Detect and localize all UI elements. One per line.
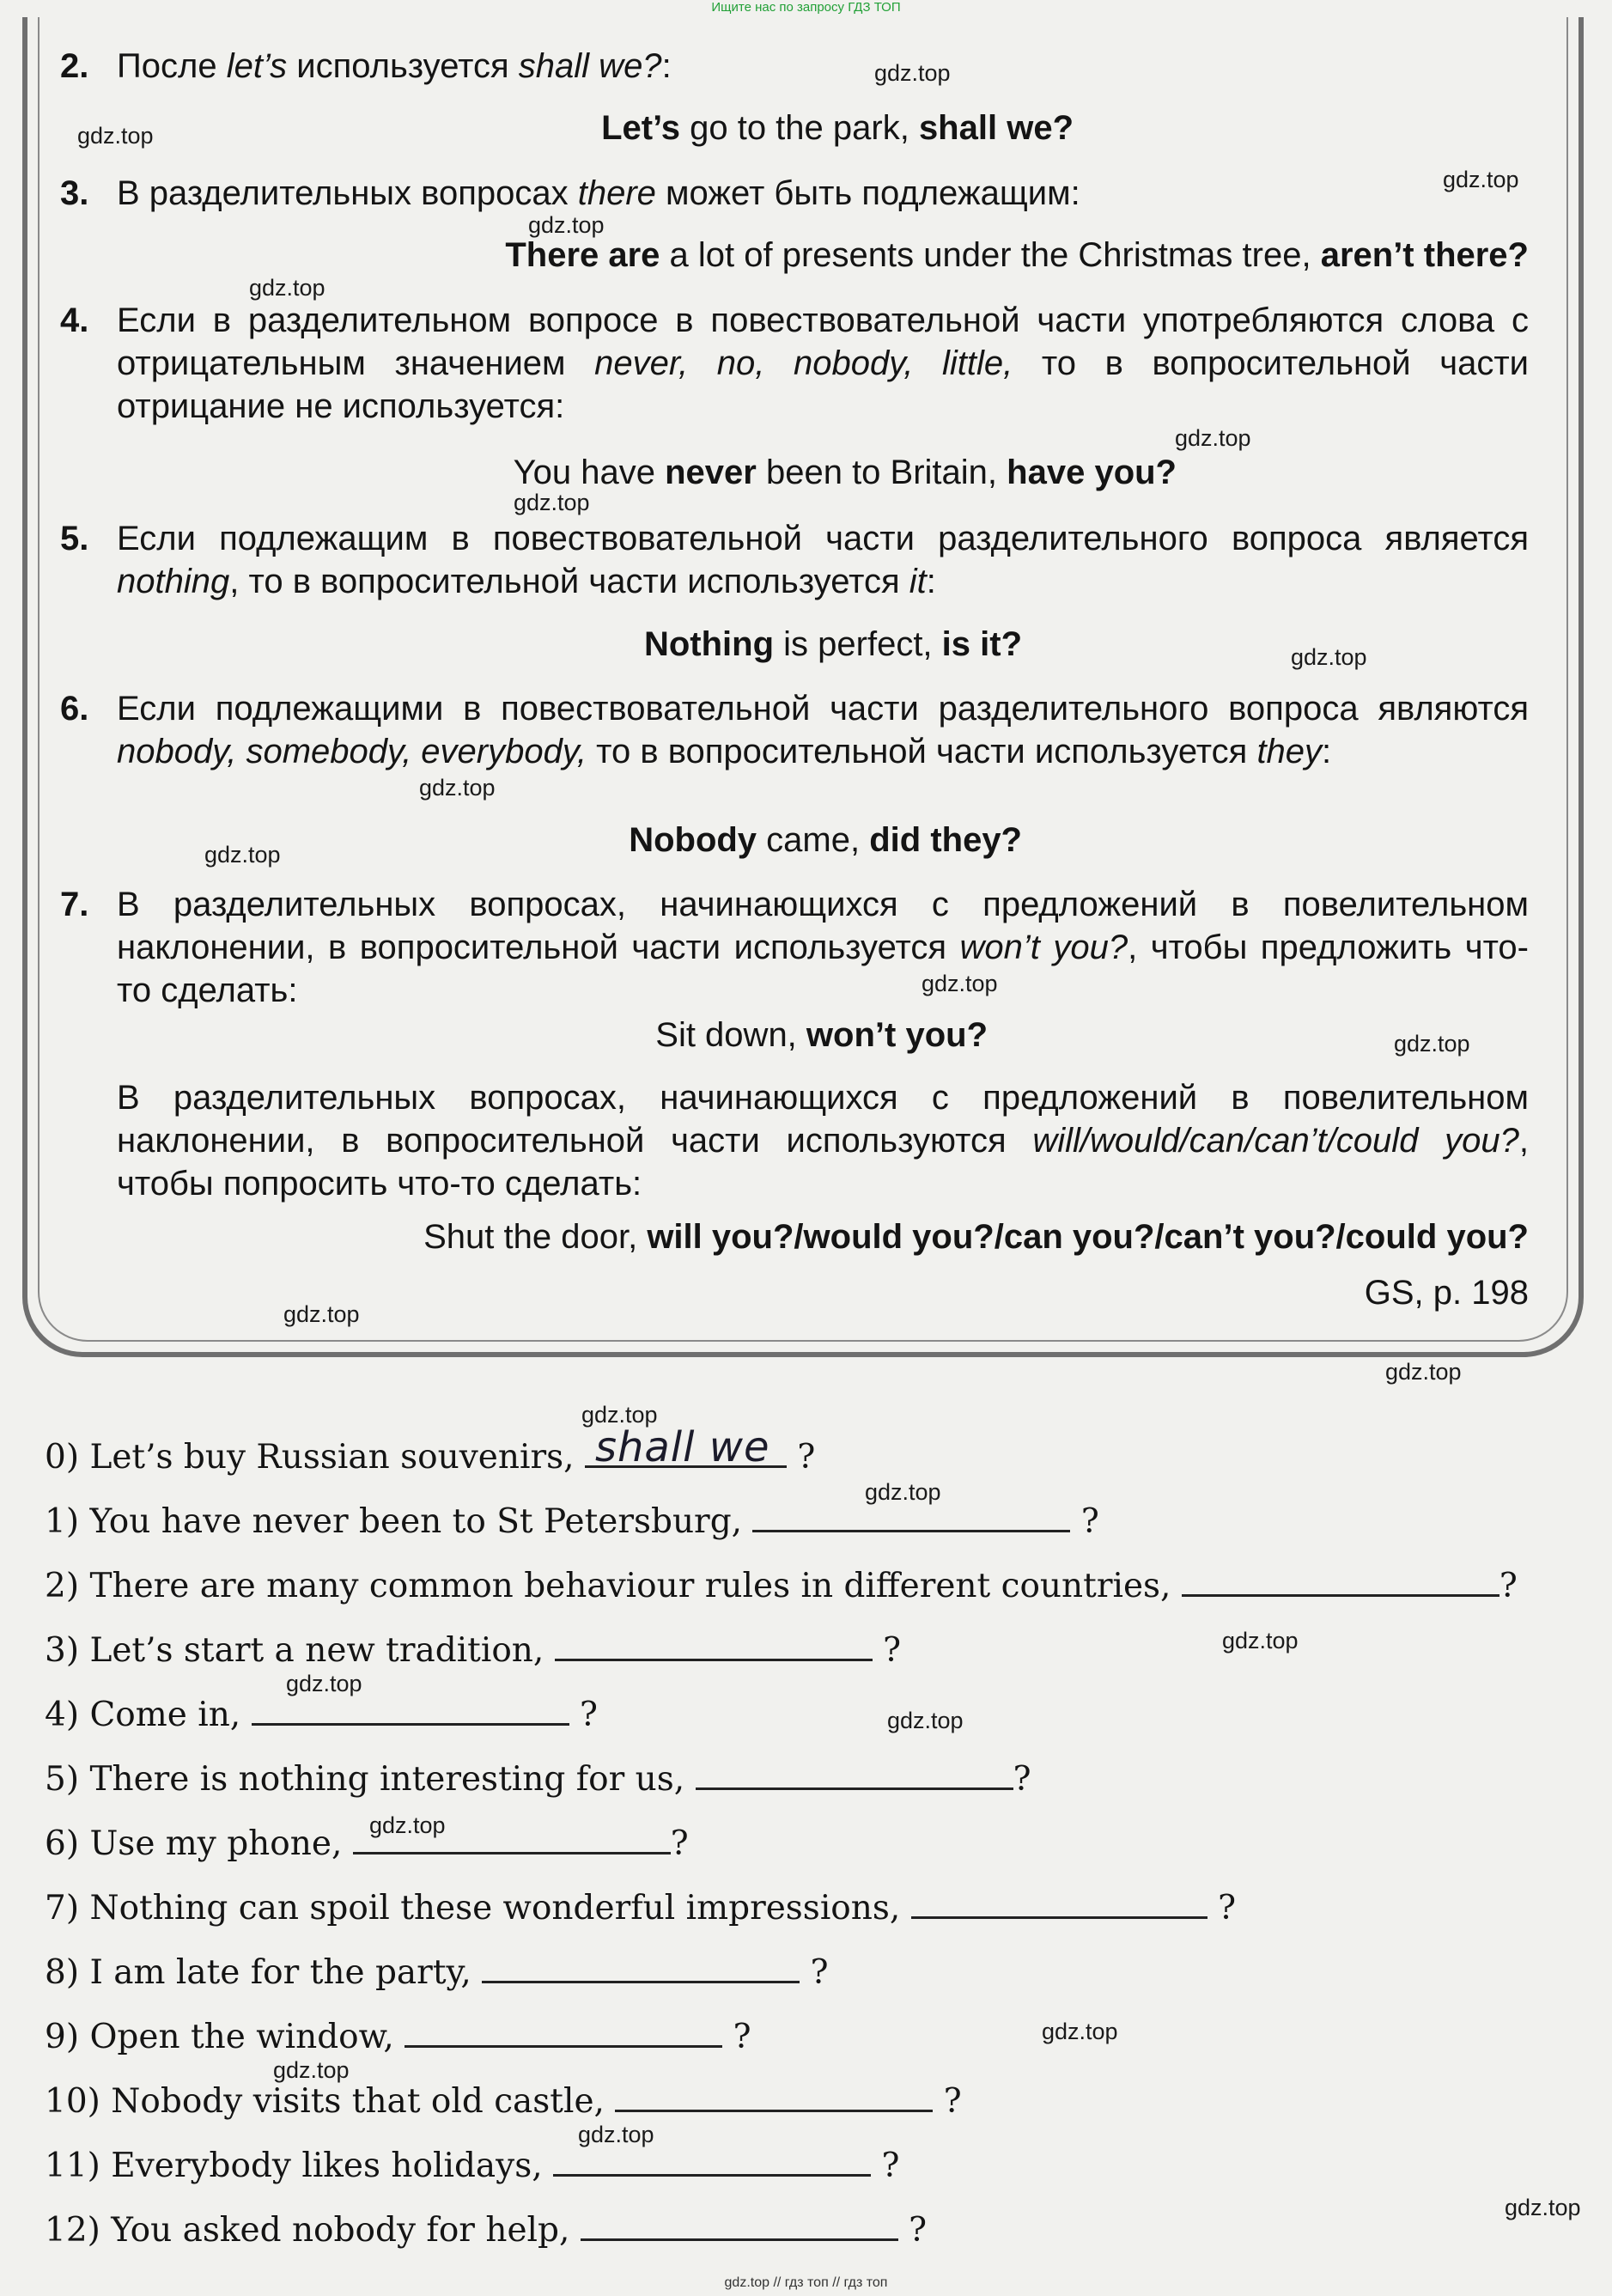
exercise-item-11: 11) Everybody likes holidays, ? — [45, 2141, 1591, 2188]
rule-4: 4. Если в разделительном вопросе в повествовательной части употребляются слова с отрицательным значением never, no, nobody, little, то в вопросительной части отрицание не используется: — [60, 301, 1530, 425]
watermark-text: gdz.top — [1291, 644, 1367, 670]
watermark-text: gdz.top — [874, 60, 951, 86]
watermark-text: gdz.top — [1385, 1359, 1462, 1385]
watermark-text: gdz.top — [273, 2057, 350, 2083]
source-reference: GS, p. 198 — [1364, 1274, 1529, 1312]
exercise-item-8: 8) I am late for the party, ? — [45, 1948, 1591, 1995]
exercise-item-12: 12) You asked nobody for help, ? — [45, 2206, 1591, 2252]
watermark-text: gdz.top — [204, 842, 281, 868]
watermark-text: gdz.top — [1175, 425, 1251, 451]
watermark-text: gdz.top — [887, 1708, 964, 1733]
bottom-banner: gdz.top // гдз топ // гдз топ — [724, 2275, 888, 2290]
rule-3: 3. В разделительных вопросах there может быть подлежащим: — [60, 174, 1080, 212]
answer-field[interactable] — [911, 1884, 1207, 1919]
exercise-item-1: 1) You have never been to St Petersburg, ? — [45, 1497, 1591, 1544]
answer-field[interactable] — [585, 1423, 787, 1471]
rule-2: 2. После let’s используется shall we?: — [60, 45, 1529, 88]
answer-field[interactable] — [555, 1626, 873, 1661]
watermark-text: gdz.top — [514, 490, 590, 515]
rule-4-example: You have never been to Britain, have you? — [513, 454, 1177, 491]
watermark-text: gdz.top — [283, 1301, 360, 1327]
watermark-text: gdz.top — [1443, 167, 1519, 192]
rule-5-example: Nothing is perfect, is it? — [643, 625, 1022, 663]
watermark-text: gdz.top — [419, 775, 496, 801]
rule-6: 6. Если подлежащими в повествовательной части разделительного вопроса являются nobody, somebody, everybody, то в вопросительной части используется they: — [60, 690, 1529, 770]
exercise-item-2: 2) There are many common behaviour rules in different countries, ? — [45, 1562, 1591, 1608]
answer-field[interactable] — [696, 1755, 1013, 1790]
exercise-item-4: 4) Come in, ? — [45, 1690, 1591, 1737]
watermark-text: gdz.top — [1222, 1628, 1299, 1653]
watermark-text: gdz.top — [581, 1402, 658, 1428]
rule-7-paragraph-2: В разделительных вопросах, начинающихся с предложений в повелительном наклонении, в вопросительной части используются will/would/can/can’t/could you?, чтобы попросить что-то сделать: — [117, 1079, 1529, 1203]
watermark-text: gdz.top — [865, 1479, 941, 1505]
exercise-item-7: 7) Nothing can spoil these wonderful impressions, ? — [45, 1884, 1591, 1930]
watermark-text: gdz.top — [77, 123, 154, 149]
rule-number: 2. — [60, 47, 89, 85]
answer-field[interactable] — [482, 1948, 800, 1983]
rule-2-example: Let’s go to the park, shall we? — [601, 109, 1074, 147]
watermark-text: gdz.top — [528, 212, 605, 238]
watermark-text: gdz.top — [1505, 2195, 1581, 2220]
watermark-text: gdz.top — [578, 2122, 654, 2147]
answer-field[interactable] — [615, 2077, 933, 2112]
exercise-item-0: 0) Let’s buy Russian souvenirs, shall we ? — [45, 1423, 816, 1477]
watermark-text: gdz.top — [1394, 1031, 1470, 1057]
answer-field[interactable] — [405, 2013, 722, 2048]
watermark-text: gdz.top — [286, 1671, 362, 1696]
rule-3-example: There are a lot of presents under the Christmas tree, aren’t there? — [505, 236, 1529, 274]
exercise-item-3: 3) Let’s start a new tradition, ? — [45, 1626, 1591, 1672]
rule-7-example-2: Shut the door, will you?/would you?/can you?/can’t you?/could you? — [423, 1218, 1529, 1256]
watermark-text: gdz.top — [1042, 2019, 1118, 2044]
answer-field[interactable] — [581, 2206, 898, 2241]
exercise-item-10: 10) Nobody visits that old castle, ? — [45, 2077, 1591, 2123]
rule-6-example: Nobody came, did they? — [629, 821, 1022, 859]
rule-7-example: Sit down, won’t you? — [655, 1016, 988, 1054]
top-banner: Ищите нас по запросу ГДЗ ТОП — [711, 0, 901, 15]
watermark-text: gdz.top — [369, 1812, 446, 1838]
exercise-item-5: 5) There is nothing interesting for us, ? — [45, 1755, 1591, 1801]
rule-7: 7. В разделительных вопросах, начинающихся с предложений в повелительном наклонении, в вопросительной части используется won’t you?, чтобы предложить что-то сделать: — [60, 886, 1530, 1009]
watermark-text: gdz.top — [249, 275, 325, 301]
exercise-item-9: 9) Open the window, ? — [45, 2013, 1591, 2059]
answer-field[interactable] — [1182, 1562, 1499, 1597]
handwritten-answer: shall we — [594, 1423, 770, 1471]
exercise-item-6: 6) Use my phone, ? — [45, 1819, 1591, 1866]
rule-5: 5. Если подлежащим в повествовательной части разделительного вопроса является nothing, то в вопросительной части используется it: — [60, 520, 1529, 600]
watermark-text: gdz.top — [922, 971, 998, 996]
